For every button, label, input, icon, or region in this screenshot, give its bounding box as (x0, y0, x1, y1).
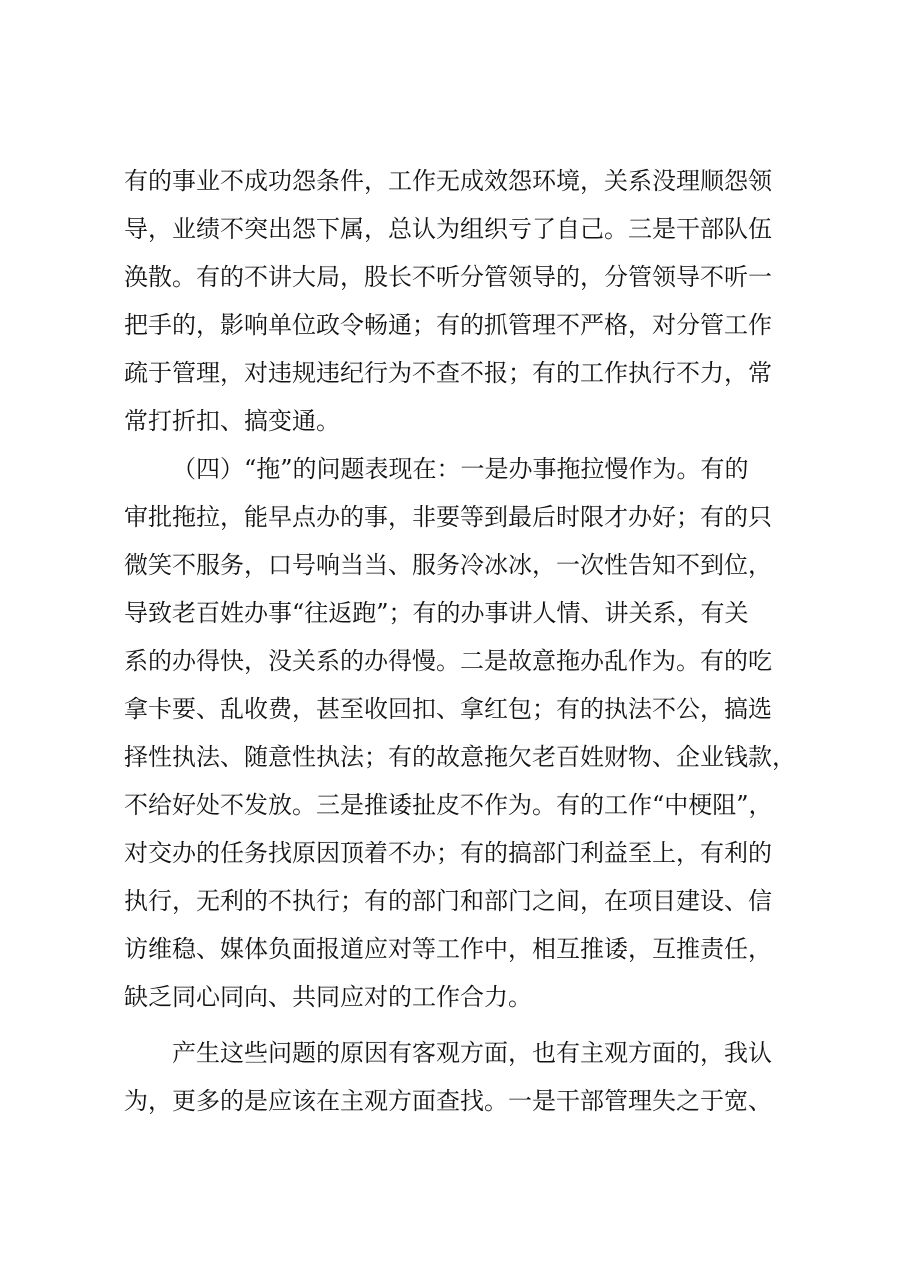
text-line: 把手的，影响单位政令畅通；有的抓管理不严格，对分管工作 (124, 311, 772, 339)
text-line: 微笑不服务，口号响当当、服务冷冰冰，一次性告知不到位， (124, 551, 772, 579)
text-line: 为，更多的是应该在主观方面查找。一是干部管理失之于宽、 (124, 1087, 772, 1115)
text-line: 导致老百姓办事“往返跑”；有的办事讲人情、讲关系，有关 (124, 599, 749, 627)
text-line: 访维稳、媒体负面报道应对等工作中，相互推诿，互推责任， (124, 935, 772, 963)
text-line: 执行，无利的不执行；有的部门和部门之间，在项目建设、信 (124, 887, 772, 915)
text-line: 有的事业不成功怨条件，工作无成效怨环境，关系没理顺怨领 (124, 167, 772, 195)
text-line: 择性执法、随意性执法；有的故意拖欠老百姓财物、企业钱款， (124, 743, 796, 771)
text-line: 疏于管理，对违规违纪行为不查不报；有的工作执行不力，常 (124, 359, 772, 387)
paragraph-start-line: 产生这些问题的原因有客观方面，也有主观方面的，我认 (172, 1039, 772, 1067)
paragraph-start-line: （四）“拖”的问题表现在：一是办事拖拉慢作为。有的 (172, 455, 749, 483)
text-line: 常打折扣、搞变通。 (124, 407, 340, 435)
text-line: 不给好处不发放。三是推诿扯皮不作为。有的工作“中梗阻”， (124, 791, 773, 819)
text-line: 导，业绩不突出怨下属，总认为组织亏了自己。三是干部队伍 (124, 215, 772, 243)
text-line: 涣散。有的不讲大局，股长不听分管领导的，分管领导不听一 (124, 263, 772, 291)
text-line: 拿卡要、乱收费，甚至收回扣、拿红包；有的执法不公，搞选 (124, 695, 772, 723)
text-line: 对交办的任务找原因顶着不办；有的搞部门利益至上，有利的 (124, 839, 772, 867)
text-line: 系的办得快，没关系的办得慢。二是故意拖办乱作为。有的吃 (124, 647, 772, 675)
text-line: 审批拖拉，能早点办的事，非要等到最后时限才办好；有的只 (124, 503, 772, 531)
text-line: 缺乏同心同向、共同应对的工作合力。 (124, 983, 532, 1011)
